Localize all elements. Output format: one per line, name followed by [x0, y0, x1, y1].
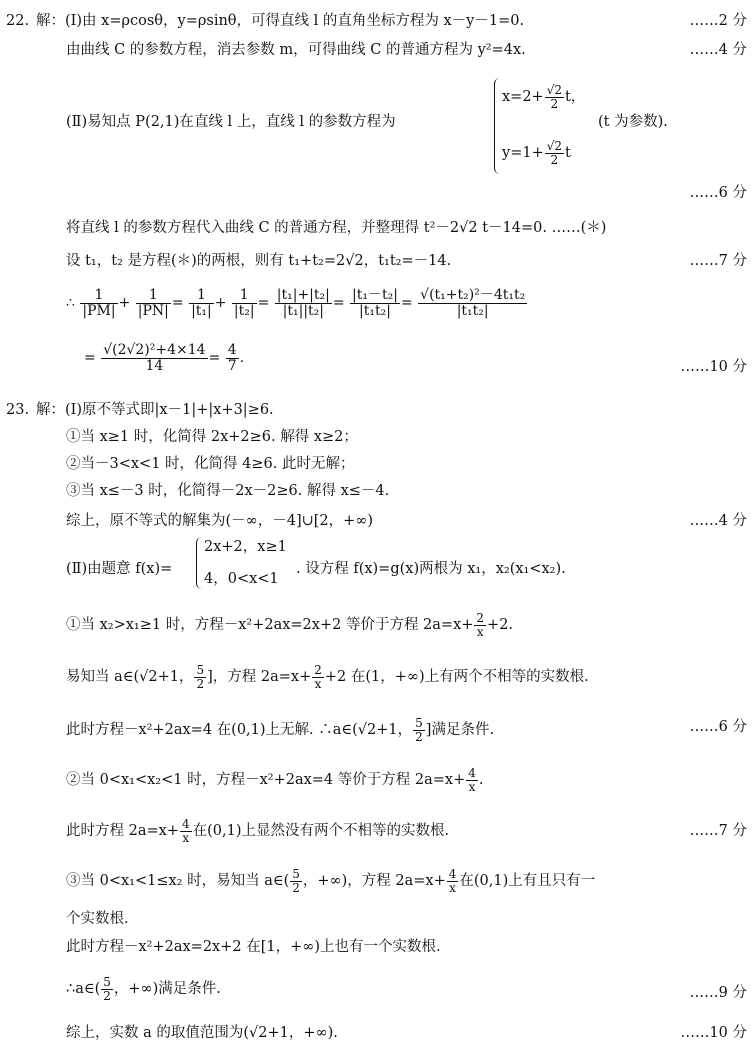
p23-score-3: ……7 分 — [689, 823, 747, 839]
p23-part2-suffix: . 设方程 f(x)=g(x)两根为 x₁，x₂(x₁<x₂). — [296, 561, 566, 577]
p22-line-5: 设 t₁，t₂ 是方程(＊)的两根，则有 t₁+t₂=2√2，t₁t₂=－14. — [66, 253, 452, 269]
p23-case-1: ①当 x≥1 时，化简得 2x+2≥6. 解得 x≥2； — [66, 429, 358, 445]
p23-summary: 综上，原不等式的解集为(－∞，－4]∪[2，+∞) — [66, 513, 374, 529]
p22-score-5: ……7 分 — [689, 253, 747, 269]
p22-param-note: (t 为参数). — [598, 114, 668, 130]
p23-piece-2: 4，0<x<1 — [204, 571, 279, 587]
p23-line-7: 此时方程 2a=x+ $\frac{4}{x}$ 在(0,1)上显然没有两个不相等的实数根. — [66, 817, 450, 845]
p23-case-3: ③当 x≤－3 时，化简得－2x－2≥6. 解得 x≤－4. — [66, 483, 390, 499]
p23-line-5: 此时方程－x²+2ax=4 在(0,1)上无解. ∴a∈(√2+1， $\frac{5}{2}$ ]满足条件. — [66, 716, 495, 744]
p23-score-1: ……4 分 — [689, 513, 747, 529]
p23-line-4: 易知当 a∈(√2+1， $\frac{5}{2}$ ]，方程 2a=x+ $\frac{2}{x}$ +2 在(1，+∞)上有两个不相等的实数根. — [66, 663, 589, 691]
p22-line-2: 由曲线 C 的参数方程，消去参数 m，可得曲线 C 的普通方程为 y²=4x. — [66, 42, 526, 58]
p23-score-4: ……9 分 — [689, 985, 747, 1001]
p23-line-6: ②当 0<x₁<x₂<1 时，方程－x²+2ax=4 等价于方程 2a=x+ $\frac{4}{x}$ . — [66, 766, 484, 794]
p23-score-2: ……6 分 — [689, 719, 747, 735]
p22-equation-chain: ∴ $\frac{1}{|PM|}$ + $\frac{1}{|PN|}$ = $\frac{1}{\text{|t₁|}}$ + $\frac{1}{\text{|t₂|}}$ = $\frac{\text{|t₁|+|t₂|}}{\text{|t₁||t₂|}}$ = $\frac{\text{|t₁－t₂|}}{\text{|t₁t₂|}}$ = $\frac{\text{√(t₁+t₂)²－4t₁t₂}}{\text{|t₁t₂|}}$ — [66, 287, 526, 319]
p23-line-3: ①当 x₂>x₁≥1 时，方程－x²+2ax=2x+2 等价于方程 2a=x+ $\frac{2}{x}$ +2. — [66, 611, 514, 639]
p23-conclusion: 综上，实数 a 的取值范围为(√2+1，+∞). — [66, 1025, 338, 1041]
p23-part2-prefix: (Ⅱ)由题意 f(x)= — [66, 561, 173, 577]
p22-line-3: (Ⅱ)易知点 P(2,1)在直线 l 上，直线 l 的参数方程为 — [66, 114, 396, 130]
p23-line-10: 此时方程－x²+2ax=2x+2 在[1，+∞)上也有一个实数根. — [66, 939, 441, 955]
p22-score-1: ……2 分 — [689, 13, 747, 29]
p23-piece-1: 2x+2，x≥1 — [204, 539, 287, 555]
p23-line-9: 个实数根. — [66, 911, 129, 927]
p22-score-2: ……4 分 — [689, 42, 747, 58]
p22-param-x: x=2+ $\frac{√2}{2}$ t， — [502, 83, 586, 111]
p22-line-1: 解：(Ⅰ)由 x=ρcosθ，y=ρsinθ，可得直线 l 的直角坐标方程为 x－y－1=0. — [36, 13, 525, 29]
p23-piecewise-brace — [196, 537, 203, 589]
p23-line-8: ③当 0<x₁<1≤x₂ 时，易知当 a∈( $\frac{5}{2}$ ，+∞)，方程 2a=x+ $\frac{4}{x}$ 在(0,1)上有且只有一 — [66, 867, 596, 895]
p23-case-2: ②当－3<x<1 时，化简得 4≥6. 此时无解； — [66, 456, 355, 472]
p23-line-1: 解：(Ⅰ)原不等式即|x－1|+|x+3|≥6. — [36, 402, 274, 418]
p22-score-3: ……6 分 — [689, 185, 747, 201]
p22-line-4: 将直线 l 的参数方程代入曲线 C 的普通方程，并整理得 t²－2√2 t－14=0. ……(＊) — [66, 220, 607, 236]
p23-score-5: ……10 分 — [680, 1025, 747, 1041]
problem-23-number: 23. — [6, 402, 30, 418]
p22-param-y: y=1+ $\frac{√2}{2}$ t — [502, 139, 571, 167]
problem-22-number: 22. — [6, 13, 30, 29]
p23-line-11: ∴a∈( $\frac{5}{2}$ ，+∞)满足条件. — [66, 975, 221, 1003]
p22-equation-result: = $\frac{\text{√(2√2)²+4×14}}{14}$ = $\frac{4}{7}$ . — [84, 342, 245, 374]
p22-score-6: ……10 分 — [680, 359, 747, 375]
